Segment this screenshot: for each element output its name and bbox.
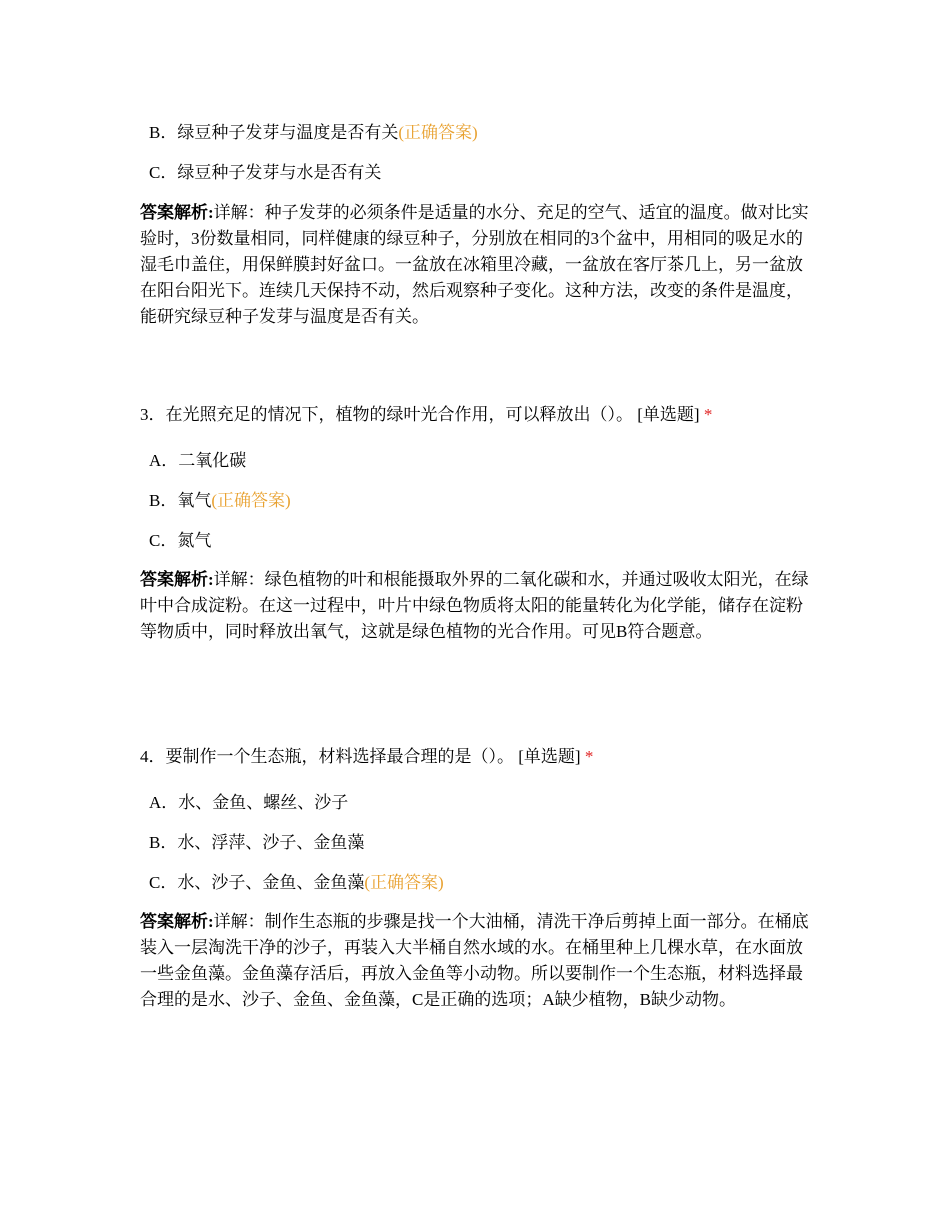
answer-explanation bbox=[140, 909, 815, 1013]
correct-answer-tag: (正确答案) bbox=[398, 123, 478, 142]
option-b bbox=[149, 490, 291, 512]
option-text: 氮气 bbox=[177, 531, 212, 550]
option-a bbox=[149, 792, 348, 814]
option-text: 氧气 bbox=[177, 491, 212, 510]
option-c bbox=[149, 530, 211, 552]
question-type: [单选题] bbox=[518, 747, 581, 766]
explanation-label: 答案解析: bbox=[140, 570, 214, 589]
option-b bbox=[149, 122, 478, 144]
question-text: 在光照充足的情况下，植物的绿叶光合作用，可以释放出（）。 bbox=[165, 405, 633, 424]
required-mark: * bbox=[584, 747, 594, 766]
question-4-title bbox=[140, 746, 593, 768]
explanation-label: 答案解析: bbox=[140, 203, 214, 222]
question-type: [单选题] bbox=[637, 405, 700, 424]
explanation-text: 详解：种子发芽的必须条件是适量的水分、充足的空气、适宜的温度。做对比实验时，3份数量相同，同样健康的绿豆种子，分别放在相同的3个盆中，用相同的吸足水的湿毛巾盖住，用保鲜膜封好盆口。一盆放在冰箱里冷藏，一盆放在客厅茶几上，另一盆放在阳台阳光下。连续几天保持不动，然后观察种子变化。这种方法，改变的条件是温度，能研究绿豆种子发芽与温度是否有关。 bbox=[140, 203, 809, 326]
option-a bbox=[149, 450, 246, 472]
correct-answer-tag: (正确答案) bbox=[211, 491, 291, 510]
option-b bbox=[149, 832, 364, 854]
option-letter: C． bbox=[149, 531, 178, 550]
answer-explanation bbox=[140, 567, 815, 645]
explanation-text: 详解：绿色植物的叶和根能摄取外界的二氧化碳和水，并通过吸收太阳光，在绿叶中合成淀粉。在这一过程中，叶片中绿色物质将太阳的能量转化为化学能，储存在淀粉等物质中，同时释放出氧气，这就是绿色植物的光合作用。可见B符合题意。 bbox=[140, 570, 809, 641]
question-3-title bbox=[140, 404, 712, 426]
option-text: 水、沙子、金鱼、金鱼藻 bbox=[177, 873, 365, 892]
option-text: 二氧化碳 bbox=[178, 451, 247, 470]
option-c bbox=[149, 872, 444, 894]
correct-answer-tag: (正确答案) bbox=[364, 873, 444, 892]
option-letter: A． bbox=[149, 793, 179, 812]
question-number: 4． bbox=[140, 747, 166, 766]
required-mark: * bbox=[703, 405, 713, 424]
explanation-label: 答案解析: bbox=[140, 912, 214, 931]
option-text: 水、金鱼、螺丝、沙子 bbox=[178, 793, 349, 812]
option-text: 水、浮萍、沙子、金鱼藻 bbox=[177, 833, 365, 852]
option-letter: A． bbox=[149, 451, 179, 470]
option-text: 绿豆种子发芽与温度是否有关 bbox=[177, 123, 399, 142]
option-letter: B． bbox=[149, 833, 178, 852]
question-number: 3． bbox=[140, 405, 166, 424]
option-letter: B． bbox=[149, 123, 178, 142]
option-letter: C． bbox=[149, 163, 178, 182]
question-text: 要制作一个生态瓶，材料选择最合理的是（）。 bbox=[165, 747, 514, 766]
option-letter: C． bbox=[149, 873, 178, 892]
option-text: 绿豆种子发芽与水是否有关 bbox=[177, 163, 382, 182]
option-c bbox=[149, 162, 381, 184]
option-letter: B． bbox=[149, 491, 178, 510]
explanation-text: 详解：制作生态瓶的步骤是找一个大油桶，清洗干净后剪掉上面一部分。在桶底装入一层淘洗干净的沙子，再装入大半桶自然水域的水。在桶里种上几棵水草，在水面放一些金鱼藻。金鱼藻存活后，再放入金鱼等小动物。所以要制作一个生态瓶，材料选择最合理的是水、沙子、金鱼、金鱼藻，C是正确的选项；A缺少植物，B缺少动物。 bbox=[140, 912, 809, 1009]
answer-explanation bbox=[140, 200, 815, 330]
